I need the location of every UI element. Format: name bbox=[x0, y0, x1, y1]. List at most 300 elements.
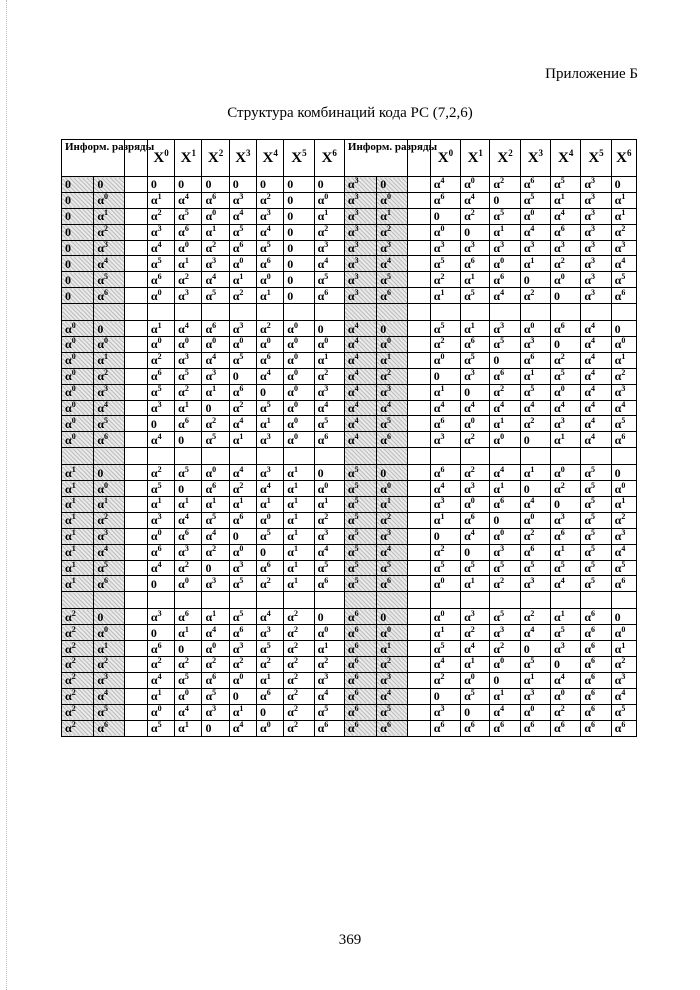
separator-cell bbox=[124, 657, 147, 673]
code-symbol-cell bbox=[314, 544, 344, 560]
code-symbol-cell bbox=[611, 240, 636, 256]
code-symbol-cell bbox=[520, 337, 550, 353]
info-digit-cell bbox=[344, 560, 376, 576]
code-symbol-cell bbox=[175, 256, 202, 272]
spacer-cell bbox=[202, 592, 229, 609]
cell-value: $\alpha^3$ bbox=[97, 672, 109, 688]
code-symbol-cell bbox=[551, 704, 581, 720]
cell-value: $\alpha^3$ bbox=[523, 240, 535, 255]
info-digit-cell bbox=[344, 688, 376, 704]
code-symbol-cell bbox=[147, 481, 174, 497]
code-symbol-cell bbox=[520, 256, 550, 272]
code-symbol-cell bbox=[430, 641, 460, 657]
header-row bbox=[62, 140, 637, 177]
code-symbol-cell bbox=[229, 625, 256, 641]
info-digit-cell bbox=[62, 272, 94, 288]
code-symbol-cell bbox=[229, 657, 256, 673]
spacer-cell bbox=[314, 592, 344, 609]
cell-value: $\alpha^3$ bbox=[464, 480, 475, 496]
cell-value: 0 bbox=[65, 288, 71, 303]
code-symbol-cell bbox=[611, 625, 636, 641]
cell-value: $\alpha^3$ bbox=[433, 704, 445, 720]
cell-value: $\alpha^3$ bbox=[523, 688, 535, 704]
cell-value: $\alpha^6$ bbox=[464, 720, 475, 736]
code-symbol-cell bbox=[147, 321, 174, 337]
code-symbol-cell bbox=[490, 400, 520, 416]
code-symbol-cell bbox=[229, 352, 256, 368]
code-symbol-cell bbox=[461, 368, 490, 384]
cell-value: $\alpha^3$ bbox=[493, 240, 505, 255]
code-symbol-cell bbox=[257, 368, 284, 384]
cell-value: $\alpha^4$ bbox=[493, 464, 505, 480]
cell-value: $\alpha^3$ bbox=[97, 528, 109, 544]
separator-cell bbox=[407, 609, 430, 625]
cell-value: 0 bbox=[178, 641, 185, 656]
separator-cell bbox=[407, 240, 430, 256]
cell-value: $\alpha^2$ bbox=[433, 544, 445, 560]
info-digit-cell bbox=[94, 672, 124, 688]
cell-value: $\alpha^3$ bbox=[260, 431, 271, 447]
cell-value: $\alpha^3$ bbox=[178, 287, 189, 303]
cell-value: $\alpha^0$ bbox=[260, 720, 271, 736]
code-symbol-cell bbox=[611, 704, 636, 720]
cell-value: $\alpha^2$ bbox=[380, 512, 391, 528]
cell-value: $\alpha^4$ bbox=[347, 368, 359, 384]
cell-value: $\alpha^6$ bbox=[97, 431, 109, 447]
cell-value: $\alpha^2$ bbox=[260, 192, 271, 208]
info-digit-cell bbox=[377, 720, 407, 736]
code-symbol-cell bbox=[520, 192, 550, 208]
cell-value: 0 bbox=[317, 321, 324, 336]
code-symbol-cell bbox=[581, 321, 611, 337]
code-symbol-cell bbox=[284, 192, 314, 208]
cell-value: 0 bbox=[380, 465, 387, 480]
cell-value: 0 bbox=[65, 209, 71, 224]
cell-value: 0 bbox=[65, 177, 71, 192]
cell-value: $\alpha^5$ bbox=[205, 688, 217, 704]
table-row bbox=[62, 256, 637, 272]
code-symbol-cell bbox=[611, 192, 636, 208]
spacer-cell bbox=[229, 304, 256, 321]
cell-value: $\alpha^4$ bbox=[347, 384, 359, 400]
cell-value: $\alpha^4$ bbox=[380, 255, 391, 271]
cell-value: $\alpha^0$ bbox=[232, 544, 244, 560]
cell-value: $\alpha^5$ bbox=[205, 287, 217, 303]
code-symbol-cell bbox=[202, 240, 229, 256]
cell-value: $\alpha^5$ bbox=[317, 415, 329, 431]
cell-value: $\alpha^5$ bbox=[584, 575, 596, 591]
info-digit-cell bbox=[377, 528, 407, 544]
cell-value: $\alpha^3$ bbox=[493, 624, 505, 640]
cell-value: $\alpha^2$ bbox=[380, 656, 391, 672]
info-digit-cell bbox=[62, 528, 94, 544]
info-digit-cell bbox=[344, 465, 376, 481]
code-symbol-cell bbox=[520, 384, 550, 400]
table-row bbox=[62, 609, 637, 625]
code-symbol-cell bbox=[229, 576, 256, 592]
cell-value: $\alpha^6$ bbox=[584, 624, 596, 640]
code-symbol-cell bbox=[175, 657, 202, 673]
cell-value: $\alpha^4$ bbox=[493, 400, 505, 416]
code-symbol-cell bbox=[581, 497, 611, 513]
cell-value: $\alpha^0$ bbox=[493, 656, 505, 672]
cell-value: $\alpha^4$ bbox=[584, 400, 596, 416]
info-digit-cell bbox=[344, 240, 376, 256]
code-symbol-cell bbox=[551, 432, 581, 448]
code-symbol-cell bbox=[611, 224, 636, 240]
cell-value: $\alpha^5$ bbox=[178, 208, 189, 224]
code-symbol-cell bbox=[314, 208, 344, 224]
code-symbol-cell bbox=[461, 672, 490, 688]
info-digit-cell bbox=[62, 368, 94, 384]
cell-value: $\alpha^5$ bbox=[150, 255, 162, 271]
code-symbol-cell bbox=[551, 256, 581, 272]
code-symbol-cell bbox=[257, 177, 284, 193]
cell-value: $\alpha^2$ bbox=[317, 512, 329, 528]
code-symbol-cell bbox=[284, 240, 314, 256]
cell-value: $\alpha^0$ bbox=[178, 575, 189, 591]
cell-value: $\alpha^6$ bbox=[433, 720, 445, 736]
cell-value: 0 bbox=[150, 625, 157, 640]
cell-value: 0 bbox=[150, 416, 157, 431]
code-symbol-cell bbox=[147, 720, 174, 736]
code-symbol-cell bbox=[229, 224, 256, 240]
cell-value: $\alpha^6$ bbox=[433, 415, 445, 431]
cell-value: 0 bbox=[205, 561, 212, 576]
cell-value: $\alpha^4$ bbox=[97, 255, 109, 271]
cell-value: 0 bbox=[523, 481, 530, 496]
code-symbol-cell bbox=[430, 256, 460, 272]
code-symbol-cell bbox=[461, 177, 490, 193]
code-symbol-cell bbox=[314, 720, 344, 736]
cell-value: $\alpha^5$ bbox=[523, 560, 535, 576]
cell-value: $\alpha^3$ bbox=[464, 608, 475, 624]
info-digit-cell bbox=[377, 465, 407, 481]
info-digit-cell bbox=[377, 497, 407, 513]
code-symbol-cell bbox=[551, 337, 581, 353]
cell-value: $\alpha^3$ bbox=[232, 192, 244, 208]
code-symbol-cell bbox=[551, 240, 581, 256]
cell-value: $\alpha^2$ bbox=[205, 415, 217, 431]
cell-value: $\alpha^4$ bbox=[150, 431, 162, 447]
code-symbol-cell bbox=[611, 384, 636, 400]
info-digit-cell bbox=[94, 400, 124, 416]
cell-value: $\alpha^3$ bbox=[232, 320, 244, 336]
code-symbol-cell bbox=[202, 368, 229, 384]
info-digit-cell bbox=[94, 432, 124, 448]
info-digit-cell bbox=[62, 177, 94, 193]
code-symbol-cell bbox=[284, 704, 314, 720]
cell-value: $\alpha^5$ bbox=[433, 255, 445, 271]
separator-cell bbox=[124, 609, 147, 625]
cell-value: $\alpha^3$ bbox=[493, 544, 505, 560]
cell-value: $\alpha^6$ bbox=[347, 720, 359, 736]
cell-value: $\alpha^0$ bbox=[65, 336, 76, 352]
spacer-cell bbox=[611, 448, 636, 465]
cell-value: $\alpha^5$ bbox=[347, 496, 359, 512]
cell-value: $\alpha^6$ bbox=[433, 192, 445, 208]
code-symbol-cell bbox=[314, 192, 344, 208]
info-digit-cell bbox=[377, 544, 407, 560]
table-row bbox=[62, 576, 637, 592]
code-symbol-cell bbox=[175, 384, 202, 400]
info-digit-cell bbox=[344, 704, 376, 720]
cell-value: 0 bbox=[150, 177, 157, 192]
cell-value: $\alpha^5$ bbox=[150, 720, 162, 736]
cell-value: $\alpha^1$ bbox=[97, 640, 109, 656]
cell-value: 0 bbox=[433, 529, 440, 544]
separator-cell bbox=[124, 352, 147, 368]
code-symbol-cell bbox=[581, 528, 611, 544]
code-symbol-cell bbox=[257, 400, 284, 416]
code-symbol-cell bbox=[581, 177, 611, 193]
cell-value: $\alpha^4$ bbox=[347, 400, 359, 416]
code-symbol-cell bbox=[314, 432, 344, 448]
code-symbol-cell bbox=[461, 576, 490, 592]
code-symbol-cell bbox=[257, 256, 284, 272]
separator-cell bbox=[407, 512, 430, 528]
cell-value: $\alpha^4$ bbox=[523, 624, 535, 640]
cell-value: $\alpha^3$ bbox=[347, 192, 359, 208]
code-symbol-cell bbox=[229, 321, 256, 337]
cell-value: $\alpha^5$ bbox=[97, 560, 109, 576]
cell-value: $\alpha^2$ bbox=[65, 624, 76, 640]
info-digit-cell bbox=[94, 528, 124, 544]
code-symbol-cell bbox=[490, 240, 520, 256]
x-column-header: $X^0$ bbox=[147, 140, 174, 177]
cell-value: $\alpha^4$ bbox=[347, 415, 359, 431]
code-symbol-cell bbox=[257, 224, 284, 240]
code-symbol-cell bbox=[611, 481, 636, 497]
cell-value: $\alpha^0$ bbox=[493, 528, 505, 544]
code-symbol-cell bbox=[202, 321, 229, 337]
code-symbol-cell bbox=[551, 465, 581, 481]
separator-cell bbox=[124, 208, 147, 224]
cell-value: $\alpha^5$ bbox=[150, 480, 162, 496]
code-symbol-cell bbox=[461, 224, 490, 240]
cell-value: $\alpha^3$ bbox=[523, 575, 535, 591]
code-symbol-cell bbox=[581, 352, 611, 368]
cell-value: $\alpha^4$ bbox=[493, 704, 505, 720]
cell-value: $\alpha^4$ bbox=[317, 544, 329, 560]
cell-value: $\alpha^6$ bbox=[380, 431, 391, 447]
cell-value: 0 bbox=[287, 272, 294, 287]
code-symbol-cell bbox=[430, 560, 460, 576]
code-symbol-cell bbox=[430, 704, 460, 720]
code-symbol-cell bbox=[314, 512, 344, 528]
spacer-cell bbox=[611, 592, 636, 609]
table-row bbox=[62, 321, 637, 337]
cell-value: $\alpha^0$ bbox=[65, 415, 76, 431]
cell-value: $\alpha^0$ bbox=[614, 336, 626, 352]
code-symbol-cell bbox=[430, 672, 460, 688]
code-symbol-cell bbox=[490, 544, 520, 560]
cell-value: $\alpha^3$ bbox=[614, 528, 626, 544]
code-symbol-cell bbox=[284, 337, 314, 353]
spacer-row bbox=[62, 304, 637, 321]
cell-value: $\alpha^3$ bbox=[178, 352, 189, 368]
x-column-header: $X^3$ bbox=[229, 140, 256, 177]
cell-value: 0 bbox=[493, 673, 500, 688]
code-symbol-cell bbox=[551, 400, 581, 416]
code-symbol-cell bbox=[490, 432, 520, 448]
info-digit-cell bbox=[62, 641, 94, 657]
spacer-cell bbox=[407, 448, 430, 465]
code-symbol-cell bbox=[284, 576, 314, 592]
code-symbol-cell bbox=[611, 337, 636, 353]
spacer-cell bbox=[229, 448, 256, 465]
code-symbol-cell bbox=[257, 657, 284, 673]
code-symbol-cell bbox=[147, 625, 174, 641]
code-symbol-cell bbox=[490, 272, 520, 288]
spacer-cell bbox=[430, 304, 460, 321]
code-symbol-cell bbox=[257, 704, 284, 720]
cell-value: $\alpha^6$ bbox=[584, 656, 596, 672]
code-symbol-cell bbox=[314, 704, 344, 720]
table-row bbox=[62, 544, 637, 560]
code-symbol-cell bbox=[520, 432, 550, 448]
cell-value: $\alpha^2$ bbox=[65, 608, 76, 624]
info-digit-cell bbox=[377, 337, 407, 353]
info-digit-cell bbox=[94, 177, 124, 193]
cell-value: 0 bbox=[464, 545, 471, 560]
info-digit-cell bbox=[94, 224, 124, 240]
code-symbol-cell bbox=[147, 512, 174, 528]
spacer-cell bbox=[175, 448, 202, 465]
cell-value: $\alpha^6$ bbox=[523, 720, 535, 736]
code-symbol-cell bbox=[175, 432, 202, 448]
cell-value: 0 bbox=[464, 385, 471, 400]
spacer-cell bbox=[344, 304, 376, 321]
cell-value: $\alpha^0$ bbox=[523, 208, 535, 224]
cell-value: $\alpha^0$ bbox=[65, 431, 76, 447]
info-digit-cell bbox=[62, 416, 94, 432]
code-symbol-cell bbox=[490, 560, 520, 576]
table-row bbox=[62, 641, 637, 657]
cell-value: $\alpha^2$ bbox=[380, 368, 391, 384]
code-symbol-cell bbox=[581, 256, 611, 272]
table-row bbox=[62, 177, 637, 193]
cell-value: $\alpha^6$ bbox=[347, 608, 359, 624]
cell-value: $\alpha^6$ bbox=[493, 368, 505, 384]
cell-value: $\alpha^5$ bbox=[433, 640, 445, 656]
info-digit-cell bbox=[62, 288, 94, 304]
cell-value: $\alpha^4$ bbox=[205, 271, 217, 287]
cell-value: $\alpha^4$ bbox=[380, 400, 391, 416]
code-symbol-cell bbox=[490, 416, 520, 432]
code-symbol-cell bbox=[490, 192, 520, 208]
spacer-cell bbox=[94, 304, 124, 321]
info-digit-cell bbox=[94, 720, 124, 736]
code-symbol-cell bbox=[229, 560, 256, 576]
cell-value: $\alpha^6$ bbox=[232, 240, 244, 255]
separator-cell bbox=[407, 560, 430, 576]
cell-value: $\alpha^6$ bbox=[493, 496, 505, 512]
code-symbol-cell bbox=[430, 384, 460, 400]
table-row bbox=[62, 240, 637, 256]
code-symbol-cell bbox=[611, 208, 636, 224]
cell-value: 0 bbox=[464, 225, 471, 240]
code-symbol-cell bbox=[257, 497, 284, 513]
cell-value: $\alpha^2$ bbox=[433, 336, 445, 352]
cell-value: $\alpha^4$ bbox=[150, 672, 162, 688]
code-symbol-cell bbox=[284, 384, 314, 400]
cell-value: $\alpha^1$ bbox=[614, 496, 626, 512]
code-symbol-cell bbox=[581, 704, 611, 720]
cell-value: $\alpha^4$ bbox=[347, 320, 359, 336]
cell-value: 0 bbox=[232, 177, 239, 192]
x-column-header: $X^1$ bbox=[175, 140, 202, 177]
code-symbol-cell bbox=[520, 625, 550, 641]
cell-value: $\alpha^5$ bbox=[232, 575, 244, 591]
code-symbol-cell bbox=[430, 288, 460, 304]
info-digit-cell bbox=[344, 672, 376, 688]
cell-value: $\alpha^4$ bbox=[614, 688, 626, 704]
cell-value: $\alpha^1$ bbox=[464, 320, 475, 336]
code-symbol-cell bbox=[461, 208, 490, 224]
cell-value: $\alpha^1$ bbox=[287, 575, 298, 591]
separator-cell bbox=[124, 240, 147, 256]
code-symbol-cell bbox=[314, 641, 344, 657]
code-symbol-cell bbox=[175, 560, 202, 576]
info-digit-cell bbox=[344, 657, 376, 673]
cell-value: $\alpha^1$ bbox=[97, 496, 109, 512]
code-symbol-cell bbox=[147, 497, 174, 513]
cell-value: $\alpha^4$ bbox=[380, 688, 391, 704]
separator-cell bbox=[407, 368, 430, 384]
cell-value: $\alpha^2$ bbox=[205, 544, 217, 560]
cell-value: $\alpha^6$ bbox=[380, 575, 391, 591]
separator-cell bbox=[407, 544, 430, 560]
separator-cell bbox=[124, 256, 147, 272]
code-symbol-cell bbox=[611, 657, 636, 673]
code-symbol-cell bbox=[257, 720, 284, 736]
code-symbol-cell bbox=[490, 384, 520, 400]
cell-value: $\alpha^4$ bbox=[317, 688, 329, 704]
cell-value: $\alpha^1$ bbox=[150, 688, 162, 704]
cell-value: $\alpha^0$ bbox=[65, 400, 76, 416]
cell-value: $\alpha^5$ bbox=[584, 560, 596, 576]
cell-value: $\alpha^0$ bbox=[287, 352, 298, 368]
cell-value: $\alpha^6$ bbox=[150, 544, 162, 560]
spacer-cell bbox=[377, 592, 407, 609]
spacer-cell bbox=[94, 592, 124, 609]
code-symbol-cell bbox=[611, 288, 636, 304]
cell-value: $\alpha^4$ bbox=[464, 640, 475, 656]
separator-cell bbox=[407, 337, 430, 353]
cell-value: $\alpha^4$ bbox=[97, 688, 109, 704]
info-digit-cell bbox=[344, 481, 376, 497]
cell-value: $\alpha^0$ bbox=[317, 480, 329, 496]
cell-value: $\alpha^2$ bbox=[317, 368, 329, 384]
code-symbol-cell bbox=[202, 625, 229, 641]
code-symbol-cell bbox=[314, 465, 344, 481]
code-symbol-cell bbox=[490, 672, 520, 688]
spacer-cell bbox=[377, 448, 407, 465]
cell-value: $\alpha^3$ bbox=[97, 384, 109, 400]
code-symbol-cell bbox=[314, 321, 344, 337]
info-digits-header: Информ. разряды bbox=[344, 140, 407, 177]
code-symbol-cell bbox=[551, 384, 581, 400]
code-symbol-cell bbox=[147, 416, 174, 432]
cell-value: $\alpha^6$ bbox=[554, 320, 565, 336]
cell-value: $\alpha^4$ bbox=[178, 320, 189, 336]
cell-value: $\alpha^0$ bbox=[433, 608, 445, 624]
code-symbol-cell bbox=[314, 528, 344, 544]
cell-value: $\alpha^3$ bbox=[554, 240, 565, 255]
code-symbol-cell bbox=[314, 625, 344, 641]
cell-value: $\alpha^3$ bbox=[433, 431, 445, 447]
